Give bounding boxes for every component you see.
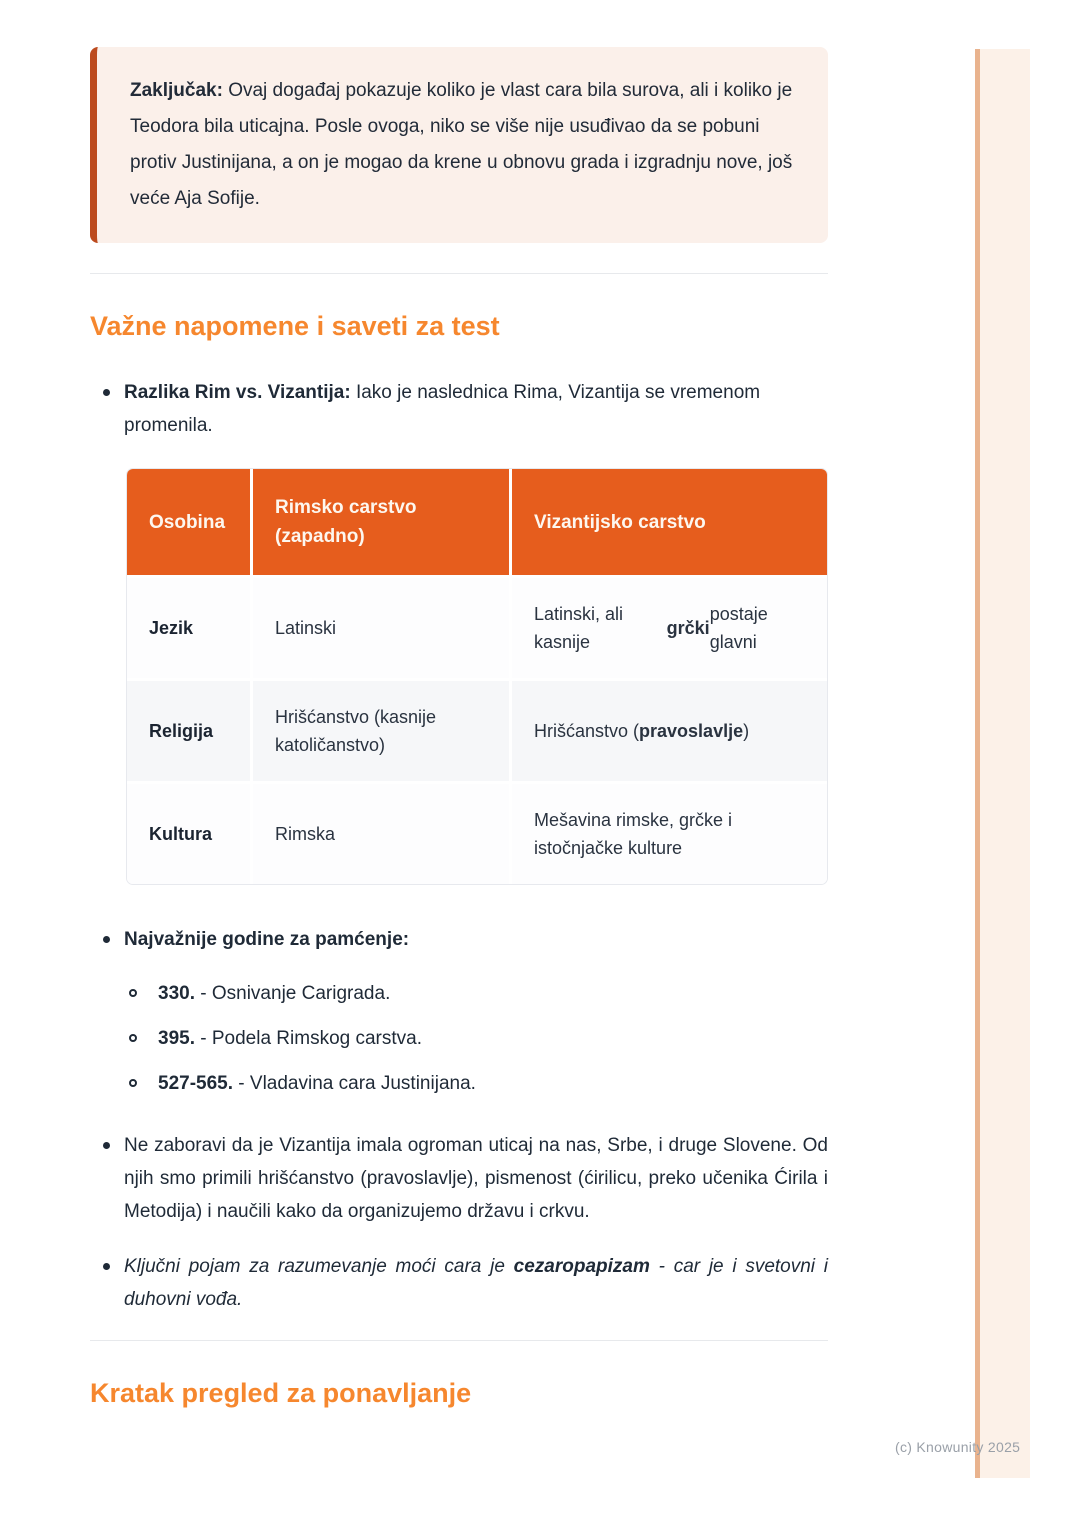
bullet-dot-icon [103,389,110,396]
bullet-difference-text: Razlika Rim vs. Vizantija: Iako je naslednica Rima, Vizantija se vremenom promenila. [124,382,761,436]
bullet-key-term [90,1250,828,1316]
page-edge-strip [980,49,1030,1478]
bullet-dot-icon [103,936,110,943]
table-row-language-feature: Jezik [127,578,250,678]
open-circle-bullet-icon [129,989,137,997]
bullet-dot-icon [103,1263,110,1270]
bullet-influence [90,1129,828,1228]
conclusion-callout-text: Zaključak: Ovaj događaj pokazuje koliko je vlast cara bila surova, ali i koliko je Teodora bila uticajna. Posle ovoga, niko se više nije usuđivao da se pobuni protiv Justinijana, a on je mogao da krene u obnovu grada i izgradnju nove, još veće Aja Sofije. [130,80,793,209]
bullet-years-text: Najvažnije godine za pamćenje: [124,929,410,950]
table-row-culture-byzantine: Mešavina rimske, grčke i istočnjačke kulture [512,784,827,884]
section-title-review: Kratak pregled za ponavljanje [90,1378,472,1408]
open-circle-bullet-icon [129,1034,137,1042]
year-item-330 [90,979,828,1009]
table-header-roman: Rimsko carstvo (zapadno) [253,469,509,575]
table-row-culture-feature: Kultura [127,784,250,884]
year-item-395-text: 395. - Podela Rimskog carstva. [158,1028,423,1049]
bullet-influence-text: Ne zaboravi da je Vizantija imala ogroman uticaj na nas, Srbe, i druge Slovene. Od njih smo primili hrišćanstvo (pravoslavlje), pismenost (ćirilicu, preko učenika Ćirila i Metodija) i naučili kako da organizujemo državu i crkvu. [124,1135,828,1222]
bullet-dot-icon [103,1142,110,1149]
section-title-notes: Važne napomene i saveti za test [90,311,500,341]
bullet-years [90,923,828,956]
table-row-culture-roman: Rimska [253,784,509,884]
bullet-key-term-text: Ključni pojam za razumevanje moći cara je cezaropapizam - car je i svetovni i duhovni vođa. [124,1256,828,1310]
table-row-religion-feature: Religija [127,681,250,781]
table-row-language-roman: Latinski [253,578,509,678]
table-row-religion-roman: Hrišćanstvo (kasnije katoličanstvo) [253,681,509,781]
table-header-feature: Osobina [127,469,250,575]
year-item-527-565-text: 527-565. - Vladavina cara Justinijana. [158,1073,476,1094]
bullet-difference [90,376,828,442]
open-circle-bullet-icon [129,1079,137,1087]
table-header-byzantine: Vizantijsko carstvo [512,469,827,575]
section-divider-bottom [90,1340,828,1341]
copyright-footer: (c) Knowunity 2025 [895,1439,1021,1455]
conclusion-callout [90,47,828,243]
year-item-330-text: 330. - Osnivanje Carigrada. [158,983,391,1004]
year-item-395 [90,1024,828,1054]
table-row-language-byzantine: Latinski, ali kasnije grčki postaje glavni [512,578,827,678]
document-content [90,0,828,1410]
section-divider-top [90,273,828,274]
year-item-527-565 [90,1069,828,1099]
years-sublist [90,979,828,1099]
comparison-table [126,468,828,885]
table-row-religion-byzantine: Hrišćanstvo ( pravoslavlje ) [512,681,827,781]
